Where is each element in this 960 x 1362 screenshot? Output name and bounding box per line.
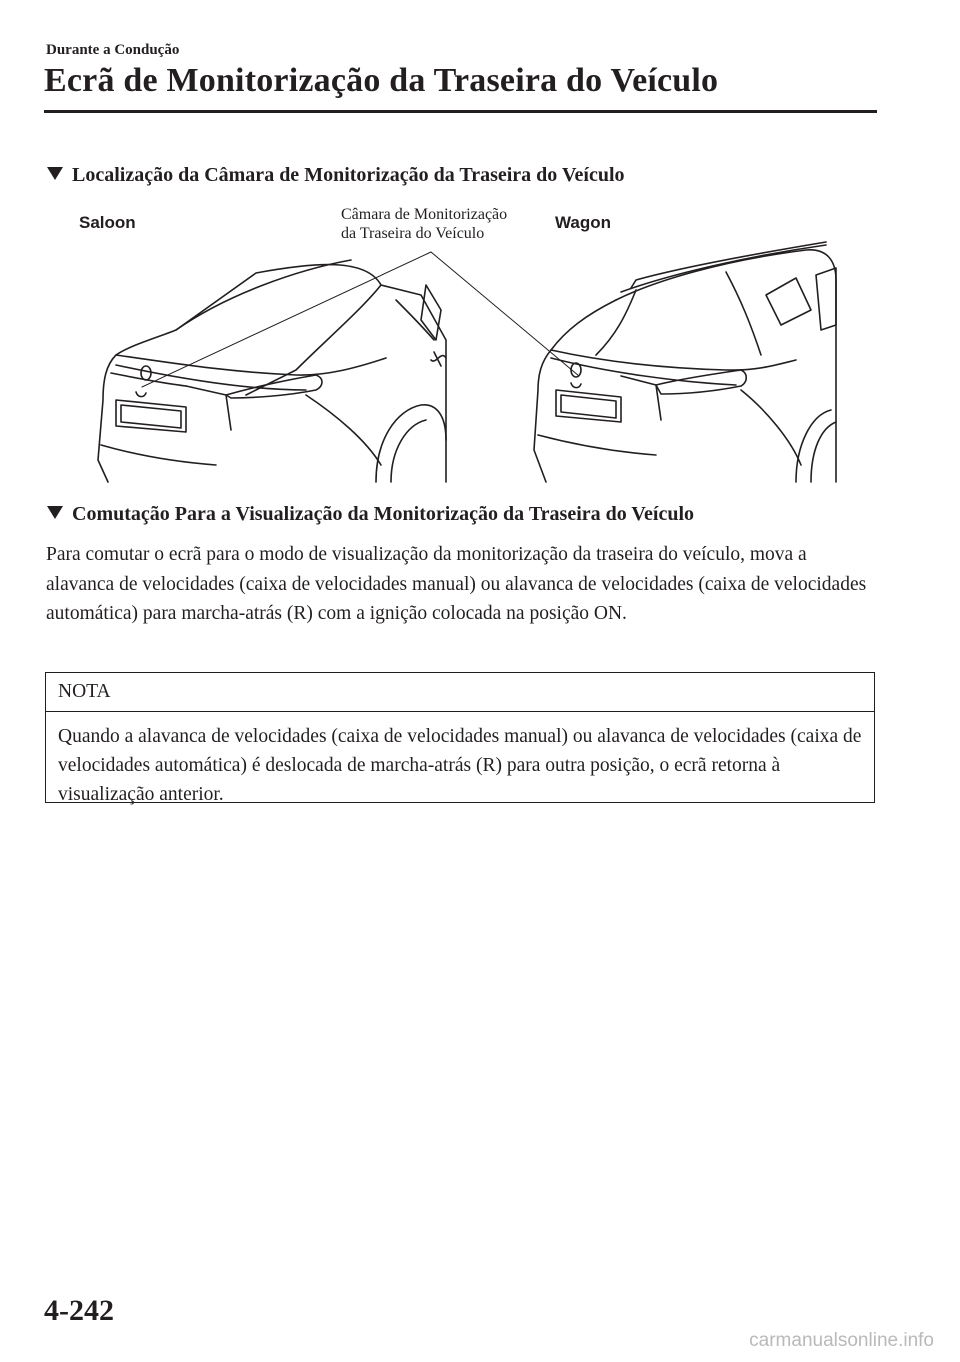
vehicle-rear-drawings: [76, 200, 876, 490]
subheading-camera-location: [46, 164, 625, 187]
body-paragraph-text: Para comutar o ecrã para o modo de visualização da monitorização da traseira do veículo, mova a alavanca de velocidades (caixa de velocidades manual) ou alavanca de velocidades (caixa de velocidades automática) para marcha-atrás (R) com a ignição colocada na posição ON.: [46, 544, 867, 624]
camera-callout-line2: da Traseira do Veículo: [341, 225, 485, 242]
triangle-bullet-icon: [46, 164, 64, 187]
note-heading: NOTA: [46, 673, 874, 712]
wagon-label: Wagon: [555, 213, 612, 232]
note-body: Quando a alavanca de velocidades (caixa de velocidades manual) ou alavanca de velocidades (caixa de velocidades automática) é deslocada de marcha-atrás (R) para outra posição, o ecrã retorna à visualização anterior.: [58, 726, 862, 805]
subheading-camera-location-text: Localização da Câmara de Monitorização da Traseira do Veículo: [72, 164, 625, 186]
camera-leader-lines: [142, 252, 579, 387]
camera-location-illustration: [76, 200, 876, 490]
triangle-bullet-icon: [46, 503, 64, 526]
watermark: carmanualsonline.info: [749, 1330, 934, 1351]
saloon-label: Saloon: [79, 213, 136, 232]
page-number: 4-242: [44, 1294, 114, 1327]
body-paragraph: [46, 540, 876, 629]
subheading-switching: [46, 503, 694, 526]
title-divider: [44, 110, 877, 113]
page-title: Ecrã de Monitorização da Traseira do Veículo: [44, 62, 719, 99]
wagon-car-drawing: [534, 242, 836, 482]
subheading-switching-text: Comutação Para a Visualização da Monitorização da Traseira do Veículo: [72, 503, 695, 525]
camera-callout-line1: Câmara de Monitorização: [341, 206, 508, 223]
note-box: [45, 672, 875, 803]
camera-callout-label: [341, 205, 507, 243]
section-label: Durante a Condução: [46, 42, 180, 58]
saloon-car-drawing: [98, 260, 446, 482]
